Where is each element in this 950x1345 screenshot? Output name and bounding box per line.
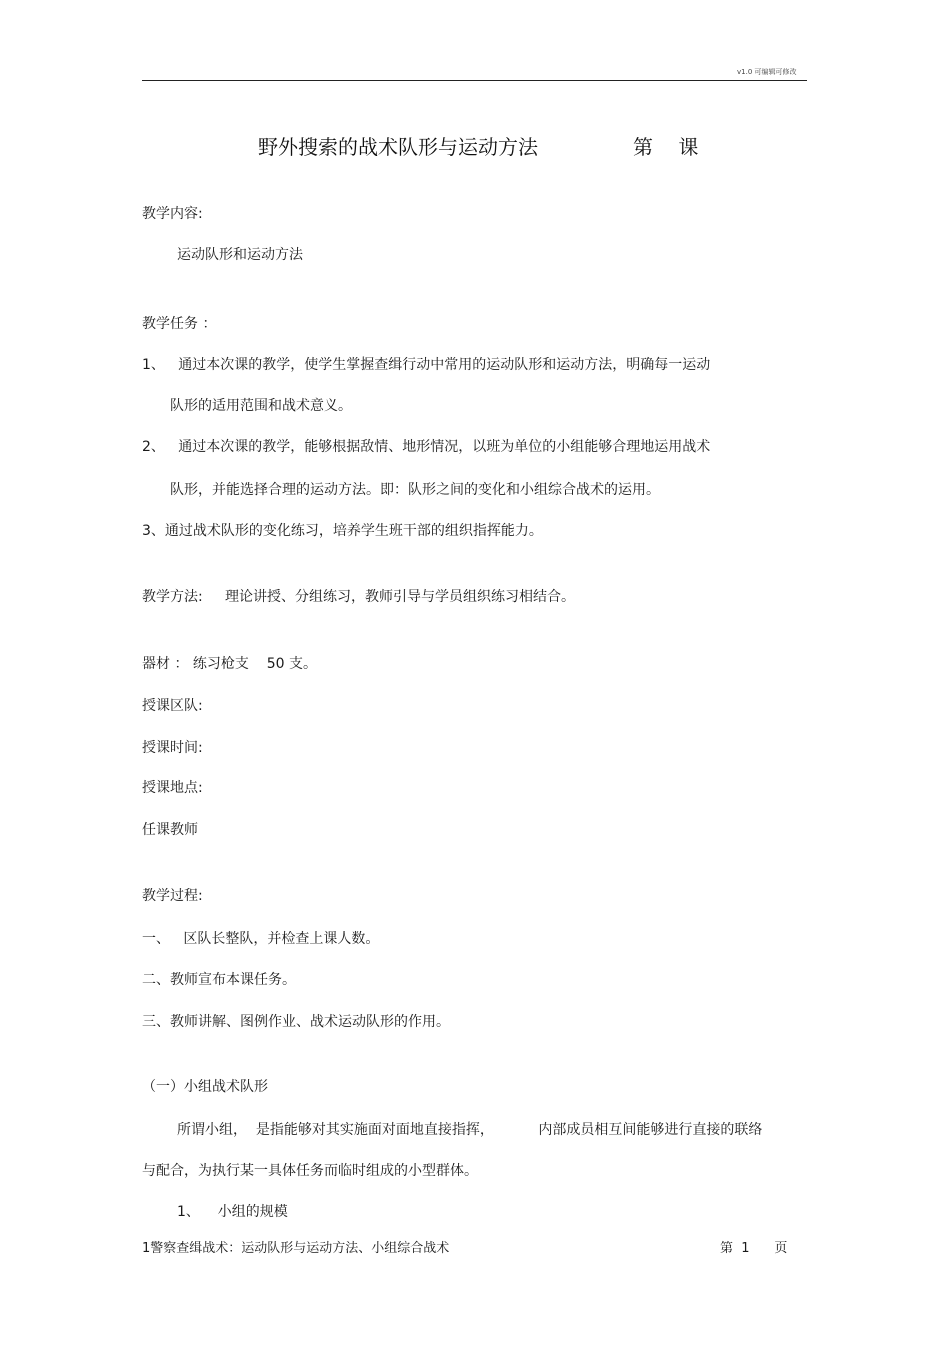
version-label: v1.0 可编辑可修改 — [737, 68, 797, 76]
class-place-label: 授课地点: — [142, 780, 203, 796]
task-item-1-line-1: 1、 通过本次课的教学，使学生掌握查缉行动中常用的运动队形和运动方法，明确每一运动 — [142, 357, 711, 373]
content-value: 运动队形和运动方法 — [177, 247, 303, 263]
process-step-3: 三、教师讲解、图例作业、战术运动队形的作用。 — [142, 1014, 450, 1030]
teacher-label: 任课教师 — [142, 822, 198, 838]
equipment: 器材 ： 练习枪支 50 支。 — [142, 656, 317, 672]
header-rule — [142, 80, 807, 81]
tasks-label: 教学任务 ： — [142, 316, 217, 332]
task-item-2-line-1: 2、 通过本次课的教学，能够根据敌情、地形情况，以班为单位的小组能够合理地运用战术 — [142, 439, 711, 455]
footer-title: 1警察查缉战术：运动队形与运动方法、小组综合战术 — [142, 1241, 450, 1256]
page-number: 第 1 页 — [720, 1241, 788, 1256]
process-step-1: 一、 区队长整队，并检查上课人数。 — [142, 931, 380, 947]
document-title: 野外搜索的战术队形与运动方法 — [258, 135, 538, 159]
subsection-heading: 1、 小组的规模 — [177, 1204, 288, 1220]
process-step-2: 二、教师宣布本课任务。 — [142, 972, 296, 988]
task-item-2-line-2: 队形，并能选择合理的运动方法。即：队形之间的变化和小组综合战术的运用。 — [170, 482, 660, 498]
section-paragraph-line-2: 与配合，为执行某一具体任务而临时组成的小型群体。 — [142, 1163, 478, 1179]
section-paragraph-line-1: 所谓小组， 是指能够对其实施面对面地直接指挥， 内部成员相互间能够进行直接的联络 — [177, 1122, 763, 1138]
section-heading: （一）小组战术队形 — [142, 1079, 268, 1095]
teaching-method: 教学方法: 理论讲授、分组练习，教师引导与学员组织练习相结合。 — [142, 589, 575, 605]
task-item-1-line-2: 队形的适用范围和战术意义。 — [170, 398, 352, 414]
content-label: 教学内容: — [142, 206, 203, 222]
class-unit-label: 授课区队: — [142, 698, 203, 714]
class-time-label: 授课时间: — [142, 740, 203, 756]
lesson-number: 第 课 — [633, 135, 699, 159]
process-label: 教学过程: — [142, 888, 203, 904]
task-item-3: 3、通过战术队形的变化练习，培养学生班干部的组织指挥能力。 — [142, 523, 543, 539]
